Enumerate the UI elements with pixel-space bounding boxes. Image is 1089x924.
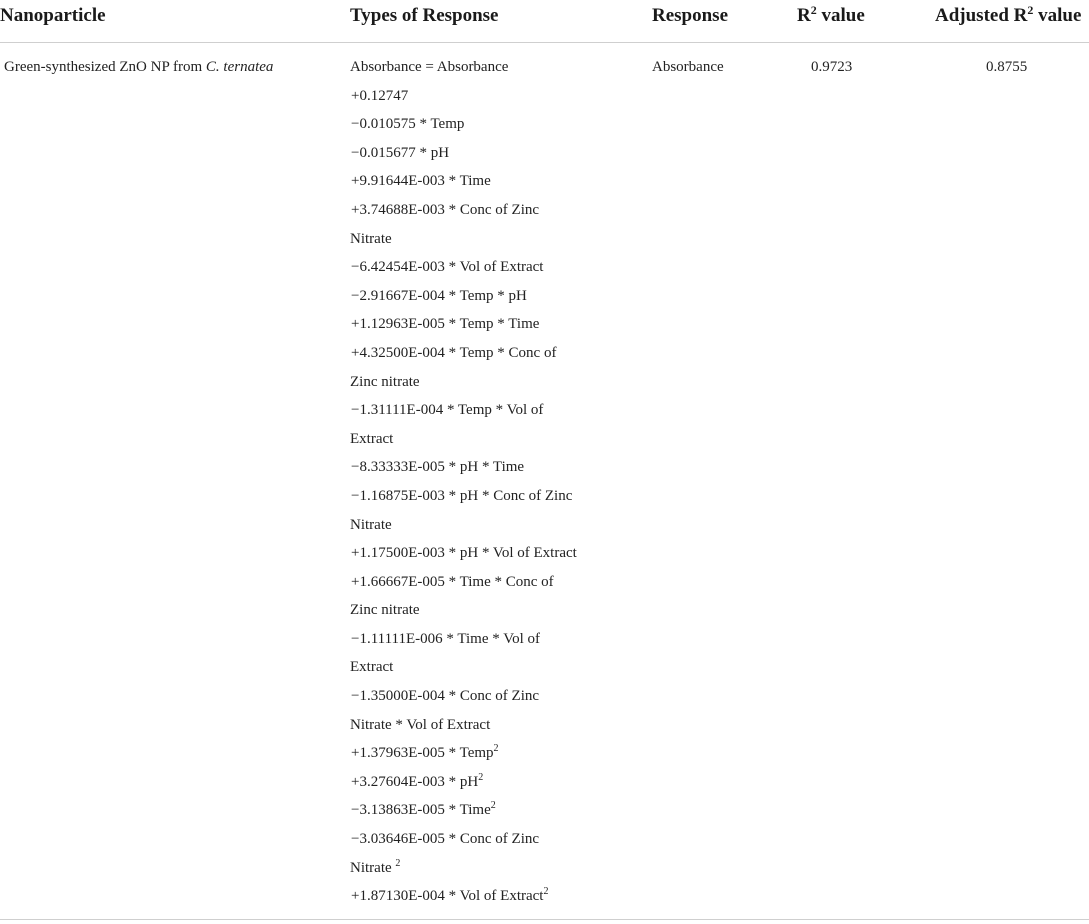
equation-exponent: 2 <box>395 857 401 869</box>
equation-term-text: Nitrate * Vol of Extract <box>350 716 491 733</box>
equation-term <box>350 228 577 257</box>
equation-term <box>350 857 577 886</box>
equation-term-text: −1.11111E-006 * Time * Vol of <box>351 630 541 647</box>
equation-term <box>350 799 577 828</box>
equation-term <box>350 685 577 714</box>
equation-term-text: −2.91667E-004 * Temp * pH <box>351 287 527 304</box>
equation-term <box>350 885 577 914</box>
equation-term-text: −3.03646E-005 * Conc of Zinc <box>351 831 540 848</box>
equation-term-text: +1.17500E-003 * pH * Vol of Extract <box>351 545 577 562</box>
equation-term <box>350 342 577 371</box>
equation-term <box>350 742 577 771</box>
equation-term-text: Nitrate <box>350 859 396 876</box>
equation-term <box>350 542 577 571</box>
equation-term-text: +1.37963E-005 * Temp <box>351 745 494 762</box>
equation-term-text: Nitrate <box>350 516 392 533</box>
equation-term <box>350 256 577 285</box>
equation-term-text: Zinc nitrate <box>350 373 420 390</box>
adjusted-r2-cell: 0.8755 <box>986 59 1028 75</box>
equation-term-text: −1.35000E-004 * Conc of Zinc <box>351 688 540 705</box>
equation-term-text: +3.27604E-003 * pH <box>351 773 479 790</box>
equation-term <box>350 399 577 428</box>
equation-exponent: 2 <box>543 886 549 898</box>
equation-term <box>350 142 577 171</box>
header-adj-prefix: Adjusted R <box>935 5 1028 26</box>
table-bottom-rule <box>0 919 1089 920</box>
equation-term <box>350 313 577 342</box>
equation-term <box>350 428 577 457</box>
equation-term-text: −0.010575 * Temp <box>351 116 465 133</box>
equation-term <box>350 771 577 800</box>
header-r2-prefix: R <box>797 5 811 26</box>
nanoparticle-cell <box>4 59 273 76</box>
equation-term-text: −1.31111E-004 * Temp * Vol of <box>351 402 544 419</box>
equation-term-text: +4.32500E-004 * Temp * Conc of <box>351 344 557 361</box>
header-adjusted-r2-value <box>935 5 1081 27</box>
response-equation <box>350 56 577 914</box>
equation-term-text: +3.74688E-003 * Conc of Zinc <box>351 201 540 218</box>
nanoparticle-name: Green-synthesized ZnO NP from <box>4 59 206 75</box>
equation-term <box>350 485 577 514</box>
header-adj-suffix: value <box>1033 5 1082 26</box>
equation-term <box>350 371 577 400</box>
equation-term-text: +1.87130E-004 * Vol of Extract <box>351 888 544 905</box>
equation-term-text: +1.66667E-005 * Time * Conc of <box>351 573 554 590</box>
header-r2-suffix: value <box>816 5 865 26</box>
equation-term-text: −1.16875E-003 * pH * Conc of Zinc <box>351 487 573 504</box>
header-r2-superscript: 2 <box>810 3 817 17</box>
equation-term-text: Absorbance = Absorbance <box>350 59 509 75</box>
equation-term-text: −3.13863E-005 * Time <box>351 802 491 819</box>
equation-term <box>350 599 577 628</box>
equation-term-text: Nitrate <box>350 230 392 247</box>
equation-term-text: +1.12963E-005 * Temp * Time <box>351 316 540 333</box>
equation-term-text: −8.33333E-005 * pH * Time <box>351 459 525 476</box>
header-nanoparticle: Nanoparticle <box>0 5 106 26</box>
equation-term <box>350 628 577 657</box>
equation-term-text: −6.42454E-003 * Vol of Extract <box>351 259 544 276</box>
equation-term <box>350 85 577 114</box>
equation-exponent: 2 <box>493 743 499 755</box>
equation-term <box>350 113 577 142</box>
equation-term-text: +0.12747 <box>351 87 409 104</box>
equation-exponent: 2 <box>478 771 484 783</box>
r2-cell: 0.9723 <box>811 59 853 75</box>
header-r2-value <box>797 5 865 27</box>
equation-term-text: +9.91644E-003 * Time <box>351 173 491 190</box>
equation-term-text: Extract <box>350 659 394 676</box>
equation-term <box>350 170 577 199</box>
header-types-of-response: Types of Response <box>350 5 499 26</box>
equation-term <box>350 514 577 543</box>
equation-term-text: Extract <box>350 430 394 447</box>
equation-term <box>350 56 577 85</box>
equation-exponent: 2 <box>490 800 496 812</box>
equation-term-text: Zinc nitrate <box>350 602 420 619</box>
response-cell: Absorbance <box>652 59 724 75</box>
equation-term-text: −0.015677 * pH <box>351 144 450 161</box>
species-name: C. ternatea <box>205 59 274 75</box>
header-response: Response <box>652 5 729 26</box>
equation-term <box>350 714 577 743</box>
table-header-row <box>0 0 1089 43</box>
equation-term <box>350 828 577 857</box>
equation-term <box>350 571 577 600</box>
equation-term <box>350 199 577 228</box>
header-adj-superscript: 2 <box>1027 3 1034 17</box>
equation-term <box>350 456 577 485</box>
equation-term <box>350 656 577 685</box>
equation-term <box>350 285 577 314</box>
